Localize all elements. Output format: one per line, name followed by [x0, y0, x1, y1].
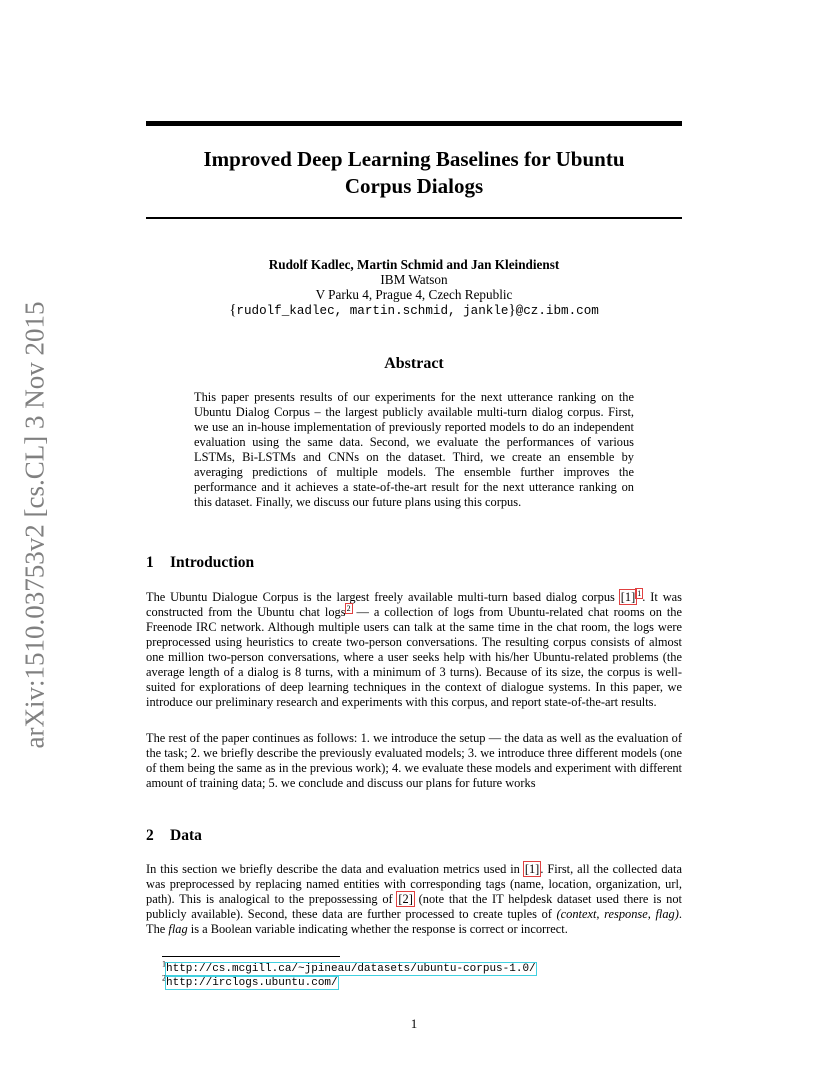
footnote-link[interactable]: 1 [637, 588, 642, 598]
data-p-text-c: (note that the IT helpdesk dataset used there is not publicly available). Second, these data are further processed to create tuples of [146, 892, 682, 921]
footnote-1 [162, 959, 536, 976]
title-line-2: Corpus Dialogs [344, 174, 484, 198]
email-brace-open: { [229, 302, 237, 318]
arxiv-identifier [10, 290, 60, 760]
footnote-1-url[interactable]: http://cs.mcgill.ca/~jpineau/datasets/ubuntu-corpus-1.0/ [166, 963, 536, 975]
footnote-rule [162, 956, 340, 957]
title-top-rule [146, 121, 682, 126]
intro-paragraph-2: The rest of the paper continues as follows: 1. we introduce the setup — the data as well as the evaluation of the task; 2. we briefly describe the previously evaluated models; 3. we introduce three different models (one of them being the same as in the previous work); 4. we evaluate these models and experiment with different amount of training data; 5. we conclude and discuss our plans for future works [146, 731, 682, 790]
citation-link[interactable]: [1] [620, 590, 636, 604]
intro-p1-text-c: — a collection of logs from Ubuntu-related chat rooms on the Freenode IRC network. Although multiple users can talk at the same time in the chat room, the logs were preprocessed using heuristics to create two-person conversations. The resulting corpus consists of almost one million two-person conversations, where a user seeks help with his/her Ubuntu-related problems (the average length of a dialog is 8 turns, with a minimum of 3 turns). Because of its size, the corpus is well-suited for explorations of deep learning techniques in the context of dialogue systems. In this paper, we introduce our preliminary research and experiments with this corpus, and report state-of-the-art results. [146, 605, 682, 709]
affiliation: IBM Watson [380, 272, 448, 287]
footnote-2 [162, 973, 338, 990]
abstract-text: This paper presents results of our experiments for the next utterance ranking on the Ubuntu Dialog Corpus – the largest publicly available multi-turn dialog corpus. First, we use an in-house implementation of previously reported models to do an independent evaluation using the same data. Second, we evaluate the performances of various LSTMs, Bi-LSTMs and CNNs on the dataset. Third, we create an ensemble by averaging predictions of multiple models. The ensemble further improves the performance and it achieves a state-of-the-art result for the next utterance ranking on this dataset. Finally, we discuss our future plans using this corpus. [194, 390, 634, 509]
email-names: rudolf_kadlec, martin.schmid, jankle [236, 304, 509, 318]
citation-link[interactable]: [2] [398, 892, 413, 906]
title-line-1: Improved Deep Learning Baselines for Ubuntu [203, 147, 625, 171]
footnote-link[interactable]: 2 [346, 603, 351, 613]
author-names: Rudolf Kadlec, Martin Schmid and Jan Kleindienst [268, 257, 560, 272]
section-1-number: 1 [146, 554, 154, 571]
footnote-1-number: 1 [162, 959, 166, 969]
page-number: 1 [410, 1016, 418, 1031]
paper-title [146, 146, 682, 200]
flag-term: flag [168, 922, 188, 936]
tuple-formula: (context, response, flag) [556, 907, 679, 921]
data-paragraph [146, 862, 682, 937]
intro-p1-text-b: . It was constructed from the Ubuntu chat logs [146, 590, 682, 619]
footnote-2-number: 2 [162, 973, 166, 983]
data-p-text-a: In this section we briefly describe the data and evaluation metrics used in [146, 862, 524, 876]
section-2-heading [146, 827, 202, 845]
data-p-text-b: . First, all the collected data was preprocessed by replacing named entities with corresponding tags (name, location, organization, url, path). This is analogical to the prepossessing of [146, 862, 682, 906]
citation-link[interactable]: [1] [524, 862, 540, 876]
section-1-title: Introduction [170, 554, 255, 571]
section-2-number: 2 [146, 827, 154, 844]
author-block [146, 257, 682, 319]
intro-p1-text-a: The Ubuntu Dialogue Corpus is the largest freely available multi-turn based dialog corpus [146, 590, 620, 604]
address: V Parku 4, Prague 4, Czech Republic [315, 287, 513, 302]
arxiv-identifier-text: arXiv:1510.03753v2 [cs.CL] 3 Nov 2015 [19, 301, 50, 749]
email-line [146, 302, 682, 319]
data-p-text-e: is a Boolean variable indicating whether the response is correct or incorrect. [187, 922, 568, 936]
section-1-heading [146, 554, 254, 572]
data-p-text-d: . The [146, 907, 682, 936]
email-brace-close: } [508, 302, 516, 318]
footnote-2-url[interactable]: http://irclogs.ubuntu.com/ [166, 977, 338, 989]
abstract-heading: Abstract [384, 355, 444, 372]
email-domain: @cz.ibm.com [515, 304, 599, 318]
section-2-title: Data [170, 827, 202, 844]
intro-paragraph-1 [146, 590, 682, 710]
title-bottom-rule [146, 217, 682, 219]
